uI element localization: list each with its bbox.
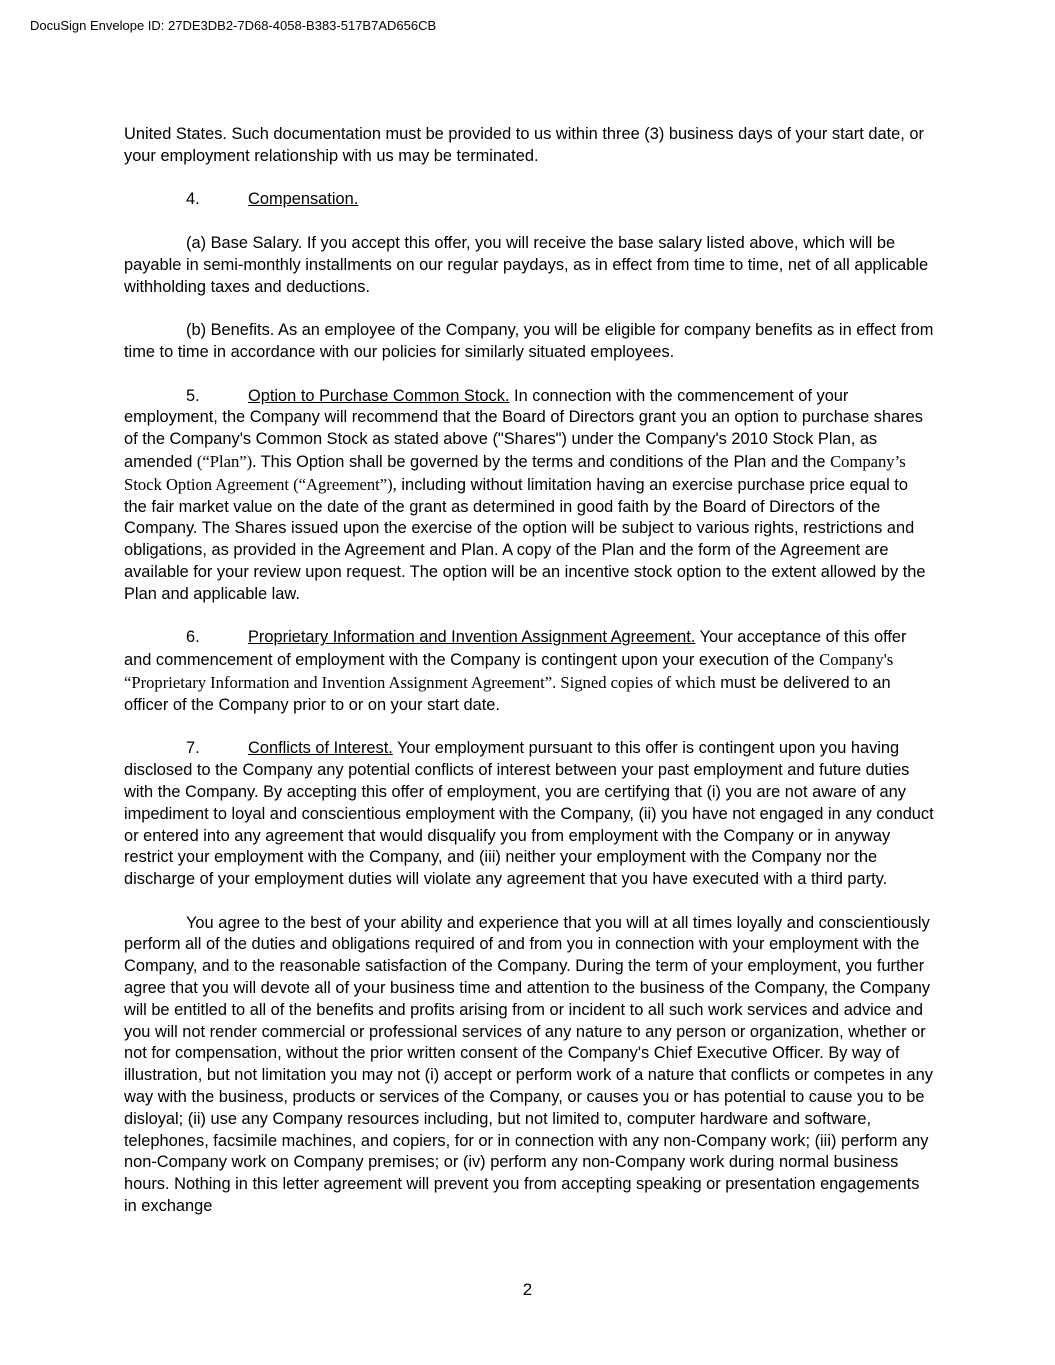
section-4-title: Compensation. <box>248 190 359 209</box>
section-5-agreement-term: Company’s Stock Option Agreement (“Agreement”), <box>124 451 906 494</box>
section-5-plan-term: (“Plan”). <box>196 451 257 471</box>
section-6-paragraph <box>124 627 934 716</box>
section-7-text: Your employment pursuant to this offer is contingent upon you having disclosed to the Company any potential conflicts of interest between your past employment and future duties with the Company. By accepting this offer of employment, you are certifying that (i) you are not aware of any impediment to loyal and conscientious employment with the Company, (ii) you have not engaged in any conduct or entered into any agreement that would disqualify you from employment with the Company or in anyway restrict your employment with the Company, and (iii) neither your employment with the Company nor the discharge of your employment duties will violate any agreement that you have executed with a third party. <box>124 739 934 889</box>
section-6-agreement-name: Company's “Proprietary Information and Invention Assignment Agreement”. Signed copies of which <box>124 650 894 692</box>
section-5-text-c: including without limitation having an exercise purchase price equal to the fair market value on the date of the grant as determined in good faith by the Board of Directors of the Company. The Shares issued upon the exercise of the option will be subject to various rights, restrictions and obligations, as provided in the Agreement and Plan. A copy of the Plan and the form of the Agreement are available for your review upon request. The option will be an incentive stock option to the extent allowed by the Plan and applicable law. <box>124 475 926 603</box>
section-5-title: Option to Purchase Common Stock. <box>248 386 510 405</box>
section-5-number: 5. <box>186 386 200 405</box>
section-4-number: 4. <box>186 190 200 209</box>
paragraph-duties-agreement: You agree to the best of your ability and experience that you will at all times loyally and conscientiously perform all of the duties and obligations required of and from you in connection with your employment with the Company, and to the reasonable satisfaction of the Company. During the term of your employment, you further agree that you will devote all of your business time and attention to the business of the Company, the Company will be entitled to all of the benefits and profits arising from or incident to all such work services and advice and you will not render commercial or professional services of any nature to any person or organization, whether or not for compensation, without the prior written consent of the Company's Chief Executive Officer. By way of illustration, but not limitation you may not (i) accept or perform work of a nature that conflicts or competes in any way with the business, products or services of the Company, or causes you or has potential to cause you to be disloyal; (ii) use any Company resources including, but not limited to, computer hardware and software, telephones, facsimile machines, and copiers, for or in connection with any non-Company work; (iii) perform any non-Company work on Company premises; or (iv) perform any non-Company work during normal business hours. Nothing in this letter agreement will prevent you from accepting speaking or presentation engagements in exchange <box>124 913 933 1216</box>
section-7-title: Conflicts of Interest. <box>248 739 393 758</box>
paragraph-base-salary: (a) Base Salary. If you accept this offer, you will receive the base salary listed above, which will be payable in semi-monthly installments on our regular paydays, as in effect from time to time, net of all applicable withholding taxes and deductions. <box>124 233 929 296</box>
paragraph-benefits: (b) Benefits. As an employee of the Company, you will be eligible for company benefits as in effect from time to time in accordance with our policies for similarly situated employees. <box>124 321 934 361</box>
section-5-text-a: In connection with the commencement of your employment, the Company will recommend that the Board of Directors grant you an option to purchase shares of the Company's Common Stock as stated above ("Shares") under the Company's 2010 Stock Plan, as amended <box>124 386 923 471</box>
paragraph-intro: United States. Such documentation must be provided to us within three (3) business days of your start date, or your employment relationship with us may be terminated. <box>124 125 924 165</box>
section-5-paragraph <box>124 386 934 606</box>
page-number: 2 <box>522 1280 533 1299</box>
section-5-text-b: This Option shall be governed by the terms and conditions of the Plan and the <box>256 452 831 471</box>
section-6-text-a: Your acceptance of this offer and commencement of employment with the Company is contingent upon your execution of the <box>124 628 907 670</box>
section-7-number: 7. <box>186 739 200 758</box>
section-7-paragraph <box>124 738 934 891</box>
section-4-heading <box>186 189 934 211</box>
docusign-envelope-id: DocuSign Envelope ID: 27DE3DB2-7D68-4058-B383-517B7AD656CB <box>30 18 437 33</box>
section-6-text-b: must be delivered to an officer of the Company prior to or on your start date. <box>124 673 891 714</box>
section-6-number: 6. <box>186 628 200 647</box>
letter-body <box>124 124 934 1240</box>
section-6-title: Proprietary Information and Invention Assignment Agreement. <box>248 628 696 647</box>
